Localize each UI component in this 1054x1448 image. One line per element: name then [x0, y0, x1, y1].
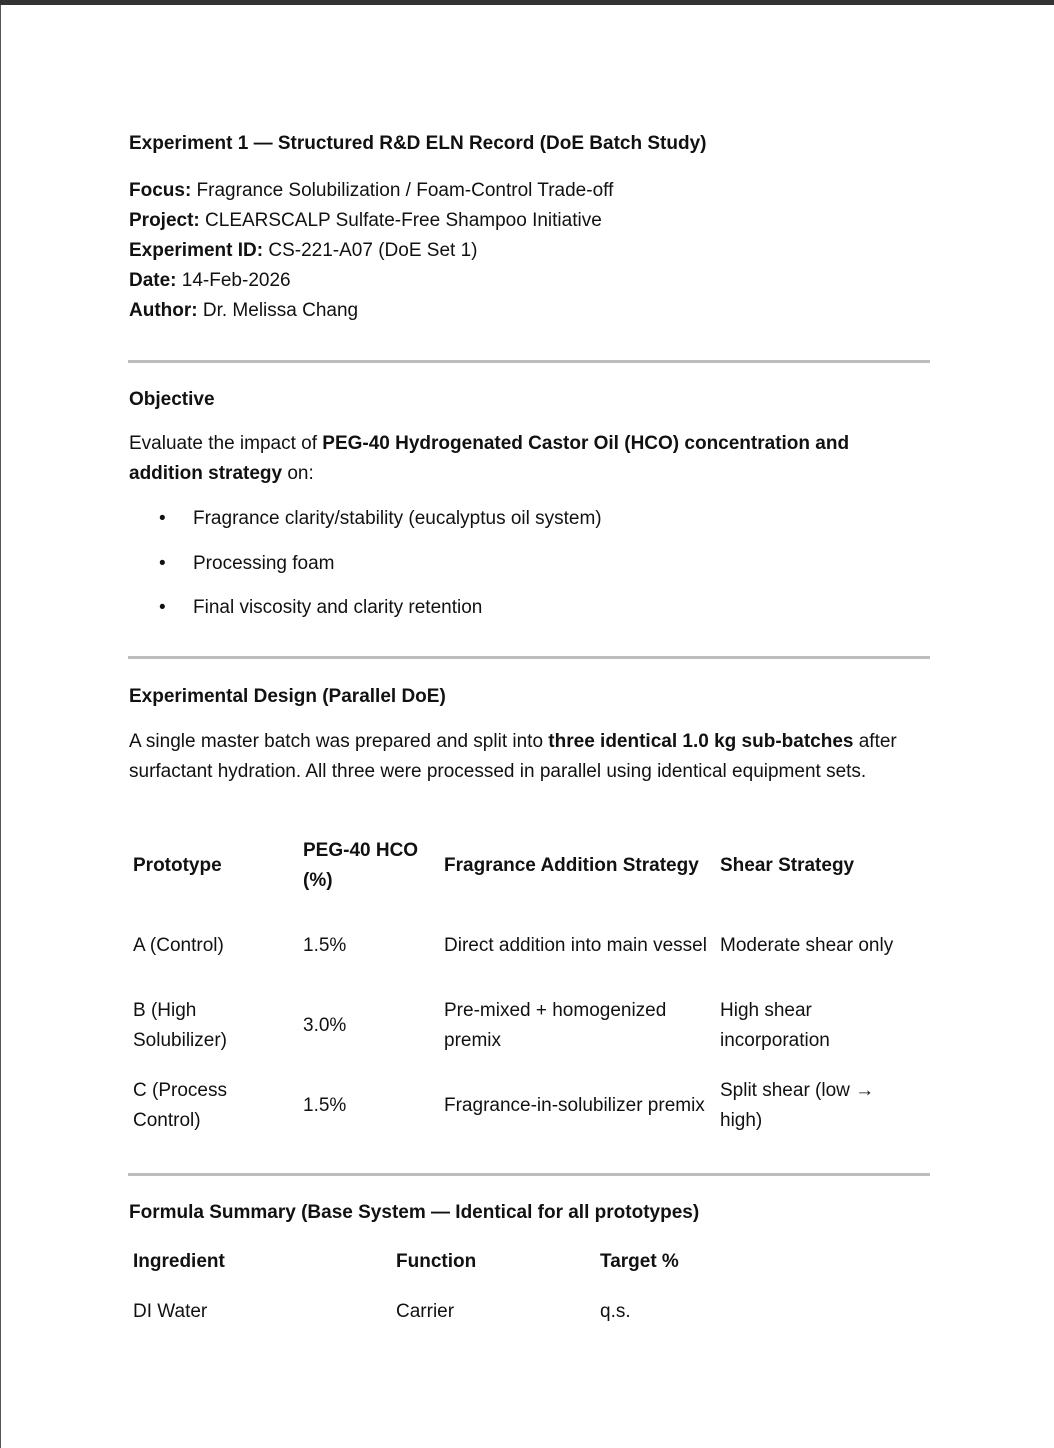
design-paragraph-bold: three identical 1.0 kg sub-batches [548, 731, 854, 752]
meta-value: CLEARSCALP Sulfate-Free Shampoo Initiative [199, 210, 602, 231]
table-cell: High shear incorporation [720, 1000, 830, 1051]
table-row [129, 1076, 924, 1136]
table-cell: A (Control) [133, 935, 224, 956]
table-cell: C (Process Control) [133, 1080, 227, 1131]
table-header-row [129, 836, 924, 896]
table-cell: 1.5% [303, 935, 347, 956]
meta-label: Project: [129, 210, 200, 231]
meta-value: Fragrance Solubilization / Foam-Control Trade-off [191, 180, 614, 201]
column-header: Ingredient [133, 1251, 225, 1272]
table-row [129, 1294, 804, 1330]
list-item: • Fragrance clarity/stability (eucalyptus oil system) [129, 508, 602, 553]
document-title: Experiment 1 — Structured R&D ELN Record (DoE Batch Study) [129, 133, 707, 154]
column-header: Prototype [133, 855, 222, 876]
page-left-edge [0, 5, 1, 1448]
objective-intro-text: Evaluate the impact of [129, 433, 323, 454]
design-paragraph [129, 727, 919, 787]
table-cell: 1.5% [303, 1095, 347, 1116]
meta-experiment-id [129, 236, 613, 266]
meta-value: 14-Feb-2026 [176, 270, 291, 291]
formula-table [129, 1244, 804, 1330]
table-cell: Moderate shear only [720, 935, 894, 956]
meta-value: CS-221-A07 (DoE Set 1) [263, 240, 478, 261]
section-divider [128, 656, 930, 659]
meta-label: Date: [129, 270, 177, 291]
table-cell: B (High Solubilizer) [133, 1000, 227, 1051]
objective-intro-text: on: [282, 463, 314, 484]
table-row [129, 916, 924, 976]
formula-heading: Formula Summary (Base System — Identical for all prototypes) [129, 1202, 700, 1223]
column-header: Shear Strategy [720, 855, 855, 876]
design-paragraph-text: after surfactant hydration. All three were processed in parallel using identical equipment sets. [129, 731, 897, 782]
window-top-bar [0, 0, 1054, 5]
design-paragraph-text: A single master batch was prepared and split into [129, 731, 549, 752]
objective-bullet-list [129, 508, 602, 642]
meta-focus [129, 176, 613, 206]
meta-author [129, 296, 613, 326]
table-row [129, 996, 924, 1056]
meta-label: Focus: [129, 180, 192, 201]
column-header: Target % [600, 1251, 679, 1272]
list-item: • Processing foam [129, 553, 602, 598]
table-cell: q.s. [600, 1301, 631, 1322]
objective-intro [129, 429, 919, 489]
table-cell: 3.0% [303, 1015, 347, 1036]
table-spacer [129, 1056, 924, 1076]
table-cell: Pre-mixed + homogenized premix [444, 1000, 667, 1051]
metadata-block [129, 176, 613, 326]
section-divider [128, 360, 930, 363]
table-cell: Split shear (low → high) [720, 1080, 875, 1131]
column-header: Function [396, 1251, 477, 1272]
column-header: PEG-40 HCO (%) [303, 840, 419, 891]
meta-date [129, 266, 613, 296]
meta-project [129, 206, 613, 236]
section-divider [128, 1173, 930, 1176]
list-item: • Final viscosity and clarity retention [129, 597, 602, 642]
table-spacer [129, 1280, 804, 1294]
table-spacer [129, 976, 924, 996]
meta-value: Dr. Melissa Chang [197, 300, 359, 321]
table-cell: Direct addition into main vessel [444, 935, 707, 956]
meta-label: Experiment ID: [129, 240, 264, 261]
table-header-row [129, 1244, 804, 1280]
objective-heading: Objective [129, 389, 215, 410]
table-cell: DI Water [133, 1301, 208, 1322]
doe-table [129, 836, 924, 1136]
column-header: Fragrance Addition Strategy [444, 855, 699, 876]
table-spacer [129, 896, 924, 916]
objective-intro-bold: PEG-40 Hydrogenated Castor Oil (HCO) concentration and addition strategy [129, 433, 850, 484]
table-cell: Carrier [396, 1301, 455, 1322]
meta-label: Author: [129, 300, 198, 321]
design-heading: Experimental Design (Parallel DoE) [129, 686, 446, 707]
table-cell: Fragrance-in-solubilizer premix [444, 1095, 705, 1116]
